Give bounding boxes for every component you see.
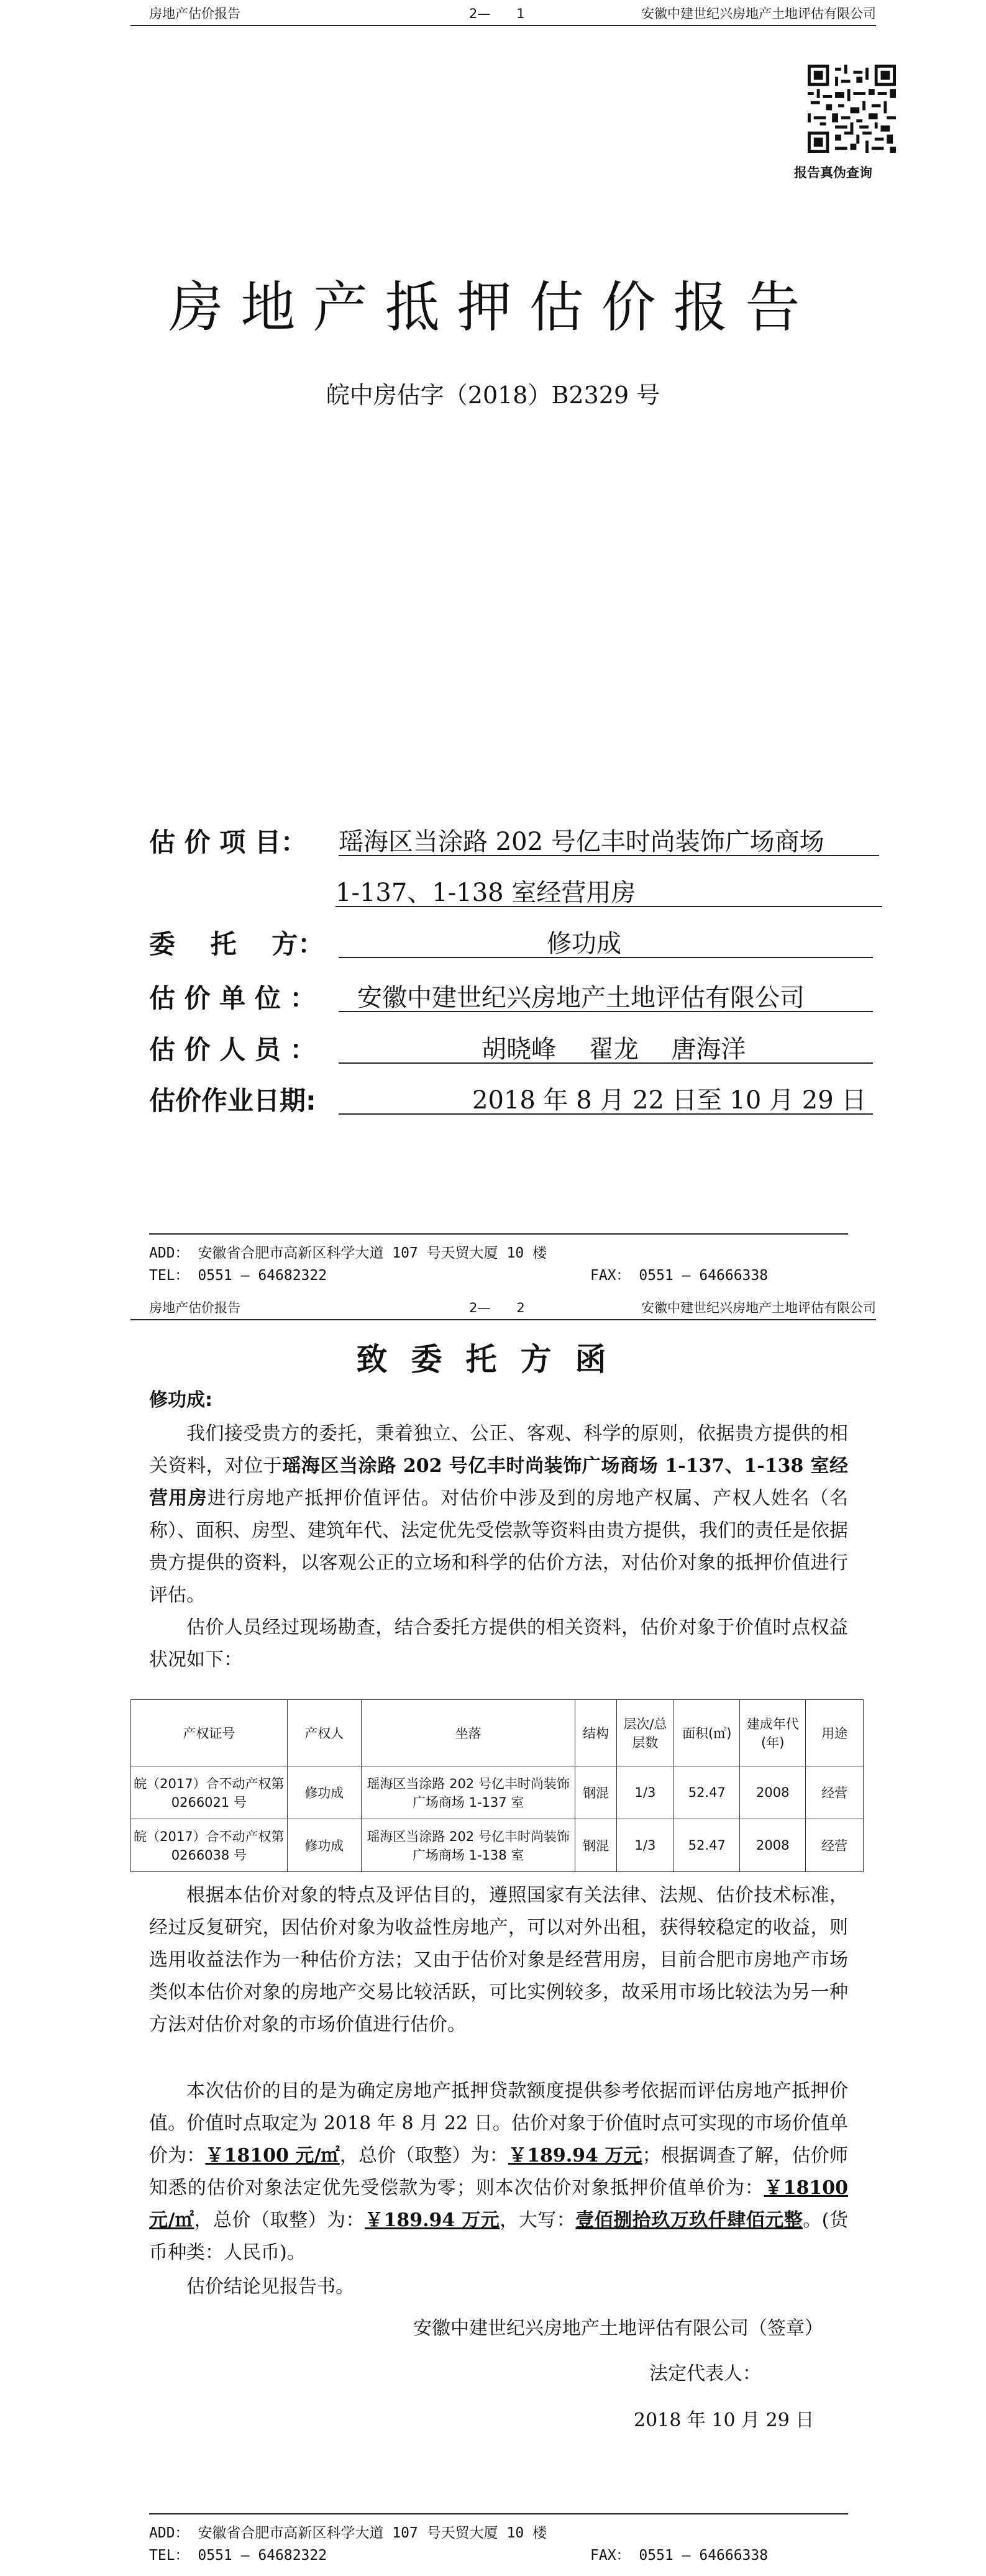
- col-location: 坐落: [361, 1700, 575, 1766]
- mortgage-unit-price: ￥18100 元/㎡: [149, 2177, 849, 2231]
- mortgage-total-price: ￥189.94 万元: [364, 2209, 500, 2231]
- para1-text-c: 进行房地产抵押价值评估。对估价中涉及到的房地产权属、产权人姓名（名称）、面积、房型、建筑年代、法定优先受偿款等资料由贵方提供，我们的责任是依据贵方提供的资料，以客观公正的立场和科学的估价方法，对估价对象的抵押价值进行评估。: [149, 1487, 849, 1606]
- col-floor: 层次/总层数: [616, 1700, 674, 1766]
- signer-company: 安徽中建世纪兴房地产土地评估有限公司（签章）: [413, 2318, 823, 2339]
- letter-title: 致委托方函: [356, 1341, 630, 1377]
- paragraph-5: [149, 2271, 848, 2303]
- paragraph-3: [149, 1879, 848, 2041]
- para1-text-a: 我们接受贵方的委托，秉着独立、公正、客观、科学的原则，依据贵方提供的相关资料，对位于: [149, 1423, 848, 1477]
- project-underline-1: [339, 855, 879, 856]
- para4-text-d: ，总价（取整）为：: [194, 2209, 365, 2231]
- paragraph-4: [149, 2075, 848, 2269]
- para4-text-e: ，大写：: [500, 2209, 576, 2231]
- para3-text: 根据本估价对象的特点及评估目的，遵照国家有关法律、法规、估价技术标准，经过反复研究，因估价对象为收益性房地产，可以对外出租，获得较稳定的收益，则选用收益法作为一种估价方法；又由于估价对象是经营用房，目前合肥市房地产市场类似本估价对象的房地产交易比较活跃，可比实例较多，故采用市场比较法为另一种方法对估价对象的市场价值进行估价。: [149, 1884, 848, 2035]
- cell-owner: 修功成: [287, 1766, 361, 1819]
- project-label: 估 价 项 目：: [149, 827, 307, 857]
- cell-area: 52.47: [674, 1819, 740, 1872]
- salutation: 修功成:: [149, 1389, 212, 1411]
- footer-fax: FAX： 0551 — 64666338: [590, 1267, 769, 1284]
- col-area: 面积(㎡): [674, 1700, 740, 1766]
- market-total-price: ￥189.94 万元: [508, 2145, 642, 2167]
- sign-date: 2018 年 10 月 29 日: [634, 2409, 815, 2431]
- date-underline: [339, 1113, 873, 1115]
- legal-representative: 法定代表人：: [649, 2363, 761, 2385]
- unit-label: 估 价 单 位 ：: [149, 983, 316, 1013]
- report-title: 房地产抵押估价报告: [168, 275, 818, 339]
- paragraph-2: [149, 1612, 848, 1676]
- cell-year: 2008: [740, 1766, 806, 1819]
- footer-rule: [149, 2513, 848, 2514]
- cell-location: 瑶海区当涂路 202 号亿丰时尚装饰广场商场 1-137 室: [361, 1766, 575, 1819]
- para1-property: 瑶海区当涂路 202 号亿丰时尚装饰广场商场 1-137、1-138 室经营用房: [149, 1455, 849, 1509]
- header-left: 房地产估价报告: [149, 6, 240, 21]
- header-company: 安徽中建世纪兴房地产土地评估有限公司: [641, 1300, 876, 1315]
- cell-owner: 修功成: [287, 1819, 361, 1872]
- col-year: 建成年代(年): [740, 1700, 806, 1766]
- cell-structure: 钢混: [575, 1819, 616, 1872]
- table-header-row: [131, 1700, 864, 1766]
- cell-structure: 钢混: [575, 1766, 616, 1819]
- project-line-1: 瑶海区当涂路 202 号亿丰时尚装饰广场商场: [339, 828, 824, 856]
- cell-use: 经营: [806, 1766, 864, 1819]
- cell-floor: 1/3: [616, 1819, 674, 1872]
- header-left: 房地产估价报告: [149, 1300, 240, 1315]
- col-structure: 结构: [575, 1700, 616, 1766]
- cell-area: 52.47: [674, 1766, 740, 1819]
- header-page-number: 2— 1: [469, 6, 525, 21]
- col-owner: 产权人: [287, 1700, 361, 1766]
- client-value: 修功成: [547, 929, 621, 958]
- persons-value: 胡晓峰 翟龙 唐海洋: [482, 1035, 746, 1064]
- para2-text: 估价人员经过现场勘查，结合委托方提供的相关资料，估价对象于价值时点权益状况如下：: [149, 1617, 848, 1671]
- page-header: [130, 1294, 876, 1320]
- total-in-words: 壹佰捌拾玖万玖仟肆佰元整: [575, 2209, 803, 2231]
- unit-underline: [339, 1011, 873, 1012]
- persons-underline: [339, 1062, 873, 1064]
- report-number: 皖中房估字（2018）B2329 号: [326, 381, 660, 409]
- para4-text-a: 本次估价的目的是为确定房地产抵押贷款额度提供参考依据而评估房地产抵押价值。价值时点取定为 2018 年 8 月 22 日。估价对象于价值时点可实现的市场价值单价为：: [149, 2080, 848, 2167]
- client-label: 委 托 方：: [149, 929, 324, 959]
- date-value: 2018 年 8 月 22 日至 10 月 29 日: [472, 1086, 867, 1115]
- footer-tel: TEL： 0551 — 64682322: [149, 1267, 327, 1284]
- footer-rule: [149, 1233, 848, 1235]
- cell-cert-no: 皖（2017）合不动产权第 0266021 号: [131, 1766, 288, 1819]
- persons-label: 估 价 人 员 ：: [149, 1035, 316, 1065]
- page-header: [130, 0, 876, 26]
- qr-code-icon[interactable]: [808, 65, 896, 153]
- para5-text: 估价结论见报告书。: [186, 2276, 354, 2298]
- qr-caption: 报告真伪查询: [794, 165, 872, 180]
- client-underline: [339, 957, 873, 958]
- col-use: 用途: [806, 1700, 864, 1766]
- cell-use: 经营: [806, 1819, 864, 1872]
- paragraph-1: [149, 1418, 848, 1612]
- project-line-2: 1-137、1-138 室经营用房: [336, 879, 636, 907]
- cell-cert-no: 皖（2017）合不动产权第 0266038 号: [131, 1819, 288, 1872]
- para4-text-b: ，总价（取整）为：: [339, 2145, 508, 2167]
- property-table: [130, 1699, 864, 1872]
- market-unit-price: ￥18100 元/㎡: [205, 2145, 340, 2167]
- table-row: [131, 1766, 864, 1819]
- unit-value: 安徽中建世纪兴房地产土地评估有限公司: [357, 984, 805, 1012]
- cell-location: 瑶海区当涂路 202 号亿丰时尚装饰广场商场 1-138 室: [361, 1819, 575, 1872]
- para4-text-f: 。(货币种类：人民币)。: [149, 2209, 849, 2263]
- header-page-number: 2— 2: [469, 1300, 525, 1315]
- col-cert-no: 产权证号: [131, 1700, 288, 1766]
- project-underline-2: [336, 906, 882, 907]
- table-row: [131, 1819, 864, 1872]
- footer-address: ADD： 安徽省合肥市高新区科学大道 107 号天贸大厦 10 楼: [149, 1245, 547, 1261]
- date-label: 估价作业日期:: [149, 1085, 316, 1116]
- cell-floor: 1/3: [616, 1766, 674, 1819]
- header-company: 安徽中建世纪兴房地产土地评估有限公司: [641, 6, 876, 21]
- footer-address: ADD： 安徽省合肥市高新区科学大道 107 号天贸大厦 10 楼: [149, 2525, 547, 2541]
- para4-text-c: ；根据调查了解，估价师知悉的估价对象法定优先受偿款为零；则本次估价对象抵押价值单价为：: [149, 2145, 849, 2199]
- footer-tel: TEL： 0551 — 64682322: [149, 2547, 327, 2564]
- cell-year: 2008: [740, 1819, 806, 1872]
- footer-fax: FAX： 0551 — 64666338: [590, 2547, 769, 2564]
